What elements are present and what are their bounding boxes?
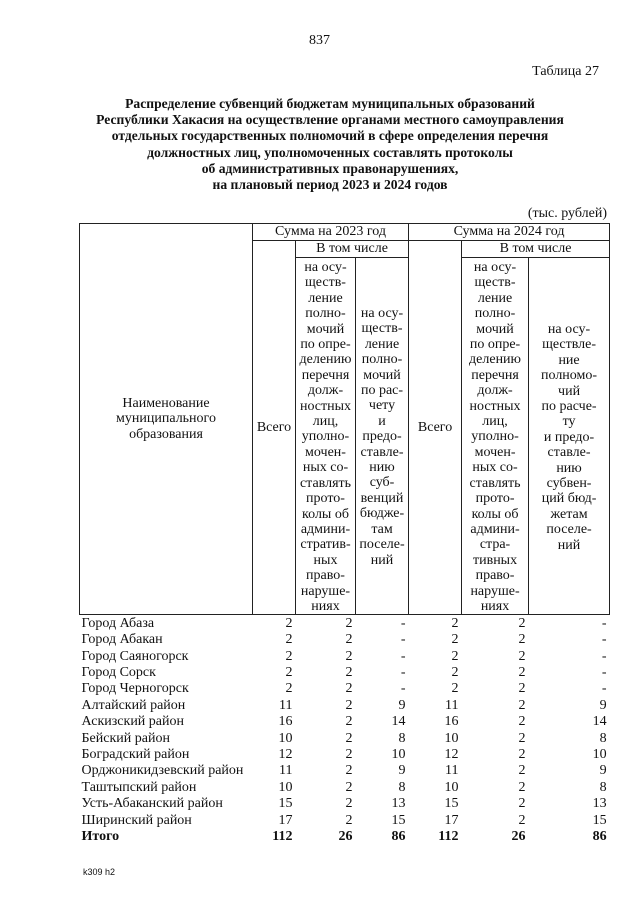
header-including-2023: В том числе — [296, 241, 409, 258]
header-line: прото- — [306, 491, 345, 507]
header-line: стра- — [479, 537, 511, 553]
value-cell-b23: 10 — [391, 746, 406, 762]
header-line: мочий — [476, 321, 514, 337]
value-cell-b23: - — [400, 681, 406, 697]
header-line: нию — [369, 460, 395, 476]
value-cell-t23: 2 — [285, 681, 293, 697]
table-row — [80, 697, 610, 713]
value-cell-t23: 2 — [285, 615, 293, 631]
header-line: на осу- — [547, 322, 591, 337]
value-cell-t23: 2 — [285, 665, 293, 680]
header-line: субвен- — [546, 476, 592, 492]
header-line: право- — [475, 568, 515, 584]
header-line: делению — [299, 352, 352, 368]
value-cell-t23: 10 — [278, 779, 293, 795]
header-line: ниях — [480, 598, 510, 614]
table-row — [80, 746, 610, 762]
header-sum-2023: Сумма на 2023 год — [253, 224, 409, 241]
value-cell-a24: 2 — [518, 779, 526, 795]
value-cell-t24: 15 — [444, 796, 459, 812]
header-line: перечня — [471, 367, 519, 383]
value-cell-b23: 13 — [391, 796, 406, 812]
value-cell-b23: - — [400, 632, 406, 648]
value-cell-t24: 11 — [445, 697, 459, 713]
value-cell-t24: 2 — [451, 648, 459, 664]
header-line: нию — [556, 460, 582, 476]
value-cell-a24: 2 — [518, 796, 526, 812]
document-title — [60, 96, 600, 193]
title-line: об административных правонарушениях, — [201, 160, 459, 176]
value-cell-b23: - — [400, 665, 406, 680]
value-cell-t23: 112 — [272, 828, 293, 844]
value-cell-a23: 2 — [345, 665, 353, 680]
header-line: чету — [368, 398, 396, 414]
value-cell-a24: 2 — [518, 730, 526, 746]
header-line: уполно- — [301, 429, 350, 445]
header-line: мочий — [363, 367, 401, 383]
value-cell-a23: 2 — [345, 697, 353, 713]
value-cell-t24: 10 — [444, 779, 459, 795]
table-row — [80, 714, 610, 730]
header-line: ление — [364, 336, 400, 352]
table-number: Таблица 27 — [532, 64, 599, 79]
value-cell-b24: 13 — [592, 796, 607, 812]
header-line: админи- — [300, 521, 351, 537]
header-line: бюдже- — [359, 506, 405, 522]
header-sum-2024: Сумма на 2024 год — [409, 224, 610, 241]
header-line: тивных — [472, 552, 518, 568]
value-cell-t24: 112 — [438, 828, 459, 844]
header-line: и предо- — [543, 429, 595, 445]
header-line: ных со- — [472, 460, 518, 476]
municipality-name: Усть-Абаканский район — [81, 796, 223, 812]
value-cell-a24: 2 — [518, 615, 526, 631]
value-cell-a23: 2 — [345, 681, 353, 697]
header-line: суб- — [369, 475, 395, 491]
value-cell-b24: 9 — [599, 697, 607, 713]
value-cell-a24: 2 — [518, 714, 526, 730]
header-col-a-2023 — [296, 258, 356, 615]
value-cell-b24: 8 — [599, 779, 607, 795]
header-line: по расче- — [541, 399, 597, 415]
value-cell-b23: 8 — [398, 730, 406, 746]
table-row — [80, 665, 610, 681]
municipality-name: Аскизский район — [81, 714, 184, 730]
municipality-name: Алтайский район — [81, 697, 186, 713]
value-cell-a24: 2 — [518, 812, 526, 828]
value-cell-a23: 2 — [345, 648, 353, 664]
value-cell-a23: 2 — [345, 632, 353, 648]
header-line: ществ- — [361, 321, 403, 337]
value-cell-t24: 11 — [445, 763, 459, 779]
value-cell-t23: 12 — [278, 746, 293, 762]
value-cell-b24: - — [601, 632, 607, 648]
header-line: ностных — [299, 398, 352, 414]
value-cell-b23: 9 — [398, 697, 406, 713]
header-total-2023: Всего — [253, 241, 296, 615]
header-line: ных — [313, 552, 338, 568]
value-cell-b24: 8 — [599, 730, 607, 746]
header-line: ставле- — [360, 444, 404, 460]
page-number: 837 — [309, 33, 330, 48]
value-cell-a23: 2 — [345, 812, 353, 828]
municipality-name: Город Сорск — [81, 665, 156, 680]
header-line: ществ- — [474, 275, 516, 291]
value-cell-b24: - — [601, 665, 607, 680]
header-line: колы об — [302, 506, 349, 522]
header-line: ний — [557, 537, 581, 553]
header-line: и — [378, 413, 386, 429]
subvention-table — [79, 223, 610, 845]
header-line: на осу- — [304, 260, 347, 275]
header-line: мочий — [306, 321, 345, 337]
header-line: ществ- — [305, 275, 346, 291]
footer-code: k309 h2 — [83, 867, 116, 877]
municipality-name: Бейский район — [81, 730, 170, 746]
header-line: по рас- — [360, 383, 404, 399]
header-line: прото- — [475, 491, 515, 507]
header-line: образования — [129, 426, 203, 442]
header-line: Наименование — [122, 396, 210, 412]
header-line: ление — [308, 290, 343, 306]
header-line: на осу- — [473, 260, 517, 275]
header-line: лиц, — [312, 414, 339, 430]
value-cell-t23: 15 — [278, 796, 293, 812]
value-cell-a23: 2 — [345, 746, 353, 762]
value-cell-b24: 9 — [599, 763, 607, 779]
value-cell-b24: 14 — [592, 714, 607, 730]
table-row — [80, 763, 610, 779]
header-line: лиц, — [482, 414, 508, 430]
header-line: ций бюд- — [541, 491, 597, 507]
title-line: Распределение субвенций бюджетам муниципальных образований — [125, 96, 535, 111]
value-cell-a23: 2 — [345, 763, 353, 779]
header-line: долж- — [307, 383, 344, 399]
table-row — [80, 648, 610, 664]
table-row — [80, 812, 610, 828]
value-cell-t24: 10 — [444, 730, 459, 746]
value-cell-t23: 17 — [278, 812, 293, 828]
municipality-name: Город Абаза — [81, 615, 155, 631]
table-row — [80, 730, 610, 746]
value-cell-t24: 2 — [451, 615, 459, 631]
value-cell-a24: 2 — [518, 632, 526, 648]
header-line: право- — [306, 568, 345, 584]
value-cell-t23: 2 — [285, 632, 293, 648]
header-line: наруше- — [470, 583, 520, 599]
table-row — [80, 632, 610, 648]
header-line: ние — [558, 352, 580, 368]
value-cell-b23: 14 — [391, 714, 406, 730]
municipality-name: Итого — [81, 828, 120, 844]
header-line: ставле- — [547, 445, 591, 461]
municipality-name: Город Саяногорск — [81, 648, 189, 664]
header-line: делению — [469, 352, 522, 368]
value-cell-t23: 11 — [279, 763, 293, 779]
header-line: ниях — [311, 598, 340, 614]
header-including-2024: В том числе — [462, 241, 610, 258]
header-col-a-2024 — [462, 258, 529, 615]
table-row — [80, 779, 610, 795]
header-line: полно- — [474, 306, 516, 322]
header-line: долж- — [477, 383, 513, 399]
header-line: ставлять — [469, 475, 521, 491]
header-line: ных со- — [302, 460, 349, 476]
header-line: ностных — [469, 398, 521, 414]
value-cell-b23: 8 — [398, 779, 406, 795]
value-cell-t24: 16 — [444, 714, 459, 730]
header-line: чий — [558, 383, 581, 399]
value-cell-a24: 2 — [518, 697, 526, 713]
municipality-name: Город Абакан — [81, 632, 163, 648]
value-cell-a23: 26 — [338, 828, 353, 844]
header-line: ставлять — [299, 475, 352, 491]
value-cell-a23: 2 — [345, 730, 353, 746]
value-cell-b23: 86 — [391, 828, 406, 844]
value-cell-a24: 2 — [518, 763, 526, 779]
value-cell-a23: 2 — [345, 796, 353, 812]
value-cell-b24: - — [601, 681, 607, 697]
value-cell-a24: 2 — [518, 681, 526, 697]
value-cell-b23: - — [400, 615, 406, 631]
value-cell-b24: - — [601, 615, 607, 631]
header-line: ществле- — [542, 337, 597, 353]
header-line: поселе- — [359, 537, 405, 553]
title-line: на плановый период 2023 и 2024 годов — [212, 177, 448, 193]
header-line: поселе- — [546, 522, 592, 538]
title-line: отдельных государственных полномочий в сфере определения перечня — [111, 128, 549, 144]
value-cell-a24: 26 — [511, 828, 526, 844]
header-col-b-2023 — [356, 258, 409, 615]
header-line: ление — [477, 290, 513, 306]
header-line: ний — [370, 552, 394, 568]
title-line: Республики Хакасия на осуществление органами местного самоуправления — [96, 112, 564, 128]
value-cell-t23: 16 — [278, 714, 293, 730]
header-name-column — [80, 224, 253, 615]
value-cell-t24: 12 — [444, 746, 459, 762]
value-cell-a24: 2 — [518, 746, 526, 762]
value-cell-b23: 9 — [398, 763, 406, 779]
municipality-name: Боградский район — [81, 746, 190, 762]
header-line: муниципального — [116, 411, 216, 427]
header-line: ту — [562, 414, 576, 430]
header-total-2024: Всего — [409, 241, 462, 615]
header-line: админи- — [470, 521, 520, 537]
municipality-name: Таштыпский район — [81, 779, 197, 795]
value-cell-a23: 2 — [345, 714, 353, 730]
header-line: жетам — [550, 506, 588, 522]
value-cell-b24: 10 — [592, 746, 607, 762]
header-line: на осу- — [360, 306, 404, 321]
header-line: уполно- — [471, 429, 519, 445]
municipality-name: Город Черногорск — [81, 681, 189, 697]
value-cell-a23: 2 — [345, 615, 353, 631]
value-cell-a24: 2 — [518, 665, 526, 680]
header-line: колы об — [471, 506, 519, 522]
header-line: полно- — [361, 352, 403, 368]
header-line: по опре- — [469, 337, 521, 353]
value-cell-t23: 11 — [279, 697, 293, 713]
value-cell-a23: 2 — [345, 779, 353, 795]
header-line: наруше- — [300, 583, 351, 599]
value-cell-t24: 2 — [451, 665, 459, 680]
value-cell-a24: 2 — [518, 648, 526, 664]
header-line: там — [371, 521, 393, 537]
value-cell-b24: 15 — [592, 812, 607, 828]
header-line: мочен- — [305, 444, 346, 460]
table-row — [80, 796, 610, 812]
value-cell-t24: 2 — [451, 632, 459, 648]
municipality-name: Ширинский район — [81, 812, 192, 828]
units-label: (тыс. рублей) — [527, 206, 607, 221]
table-row — [80, 681, 610, 697]
table-row — [80, 615, 610, 632]
value-cell-b23: - — [400, 648, 406, 664]
value-cell-t24: 2 — [451, 681, 459, 697]
header-line: предо- — [362, 429, 402, 445]
title-line: должностных лиц, уполномоченных составлять протоколы — [147, 144, 513, 160]
header-line: полно- — [305, 306, 346, 322]
header-line: по опре- — [300, 337, 351, 353]
header-col-b-2024 — [529, 258, 610, 615]
header-line: перечня — [301, 367, 350, 383]
header-line: полномо- — [541, 368, 598, 384]
header-line: мочен- — [474, 444, 516, 460]
value-cell-b23: 15 — [391, 812, 406, 828]
total-row — [80, 828, 610, 844]
value-cell-t23: 2 — [285, 648, 293, 664]
header-line: стратив- — [300, 537, 351, 553]
header-line: венций — [360, 490, 404, 506]
value-cell-t24: 17 — [444, 812, 459, 828]
municipality-name: Орджоникидзевский район — [81, 763, 244, 779]
value-cell-b24: 86 — [592, 828, 607, 844]
value-cell-b24: - — [601, 648, 607, 664]
value-cell-t23: 10 — [278, 730, 293, 746]
